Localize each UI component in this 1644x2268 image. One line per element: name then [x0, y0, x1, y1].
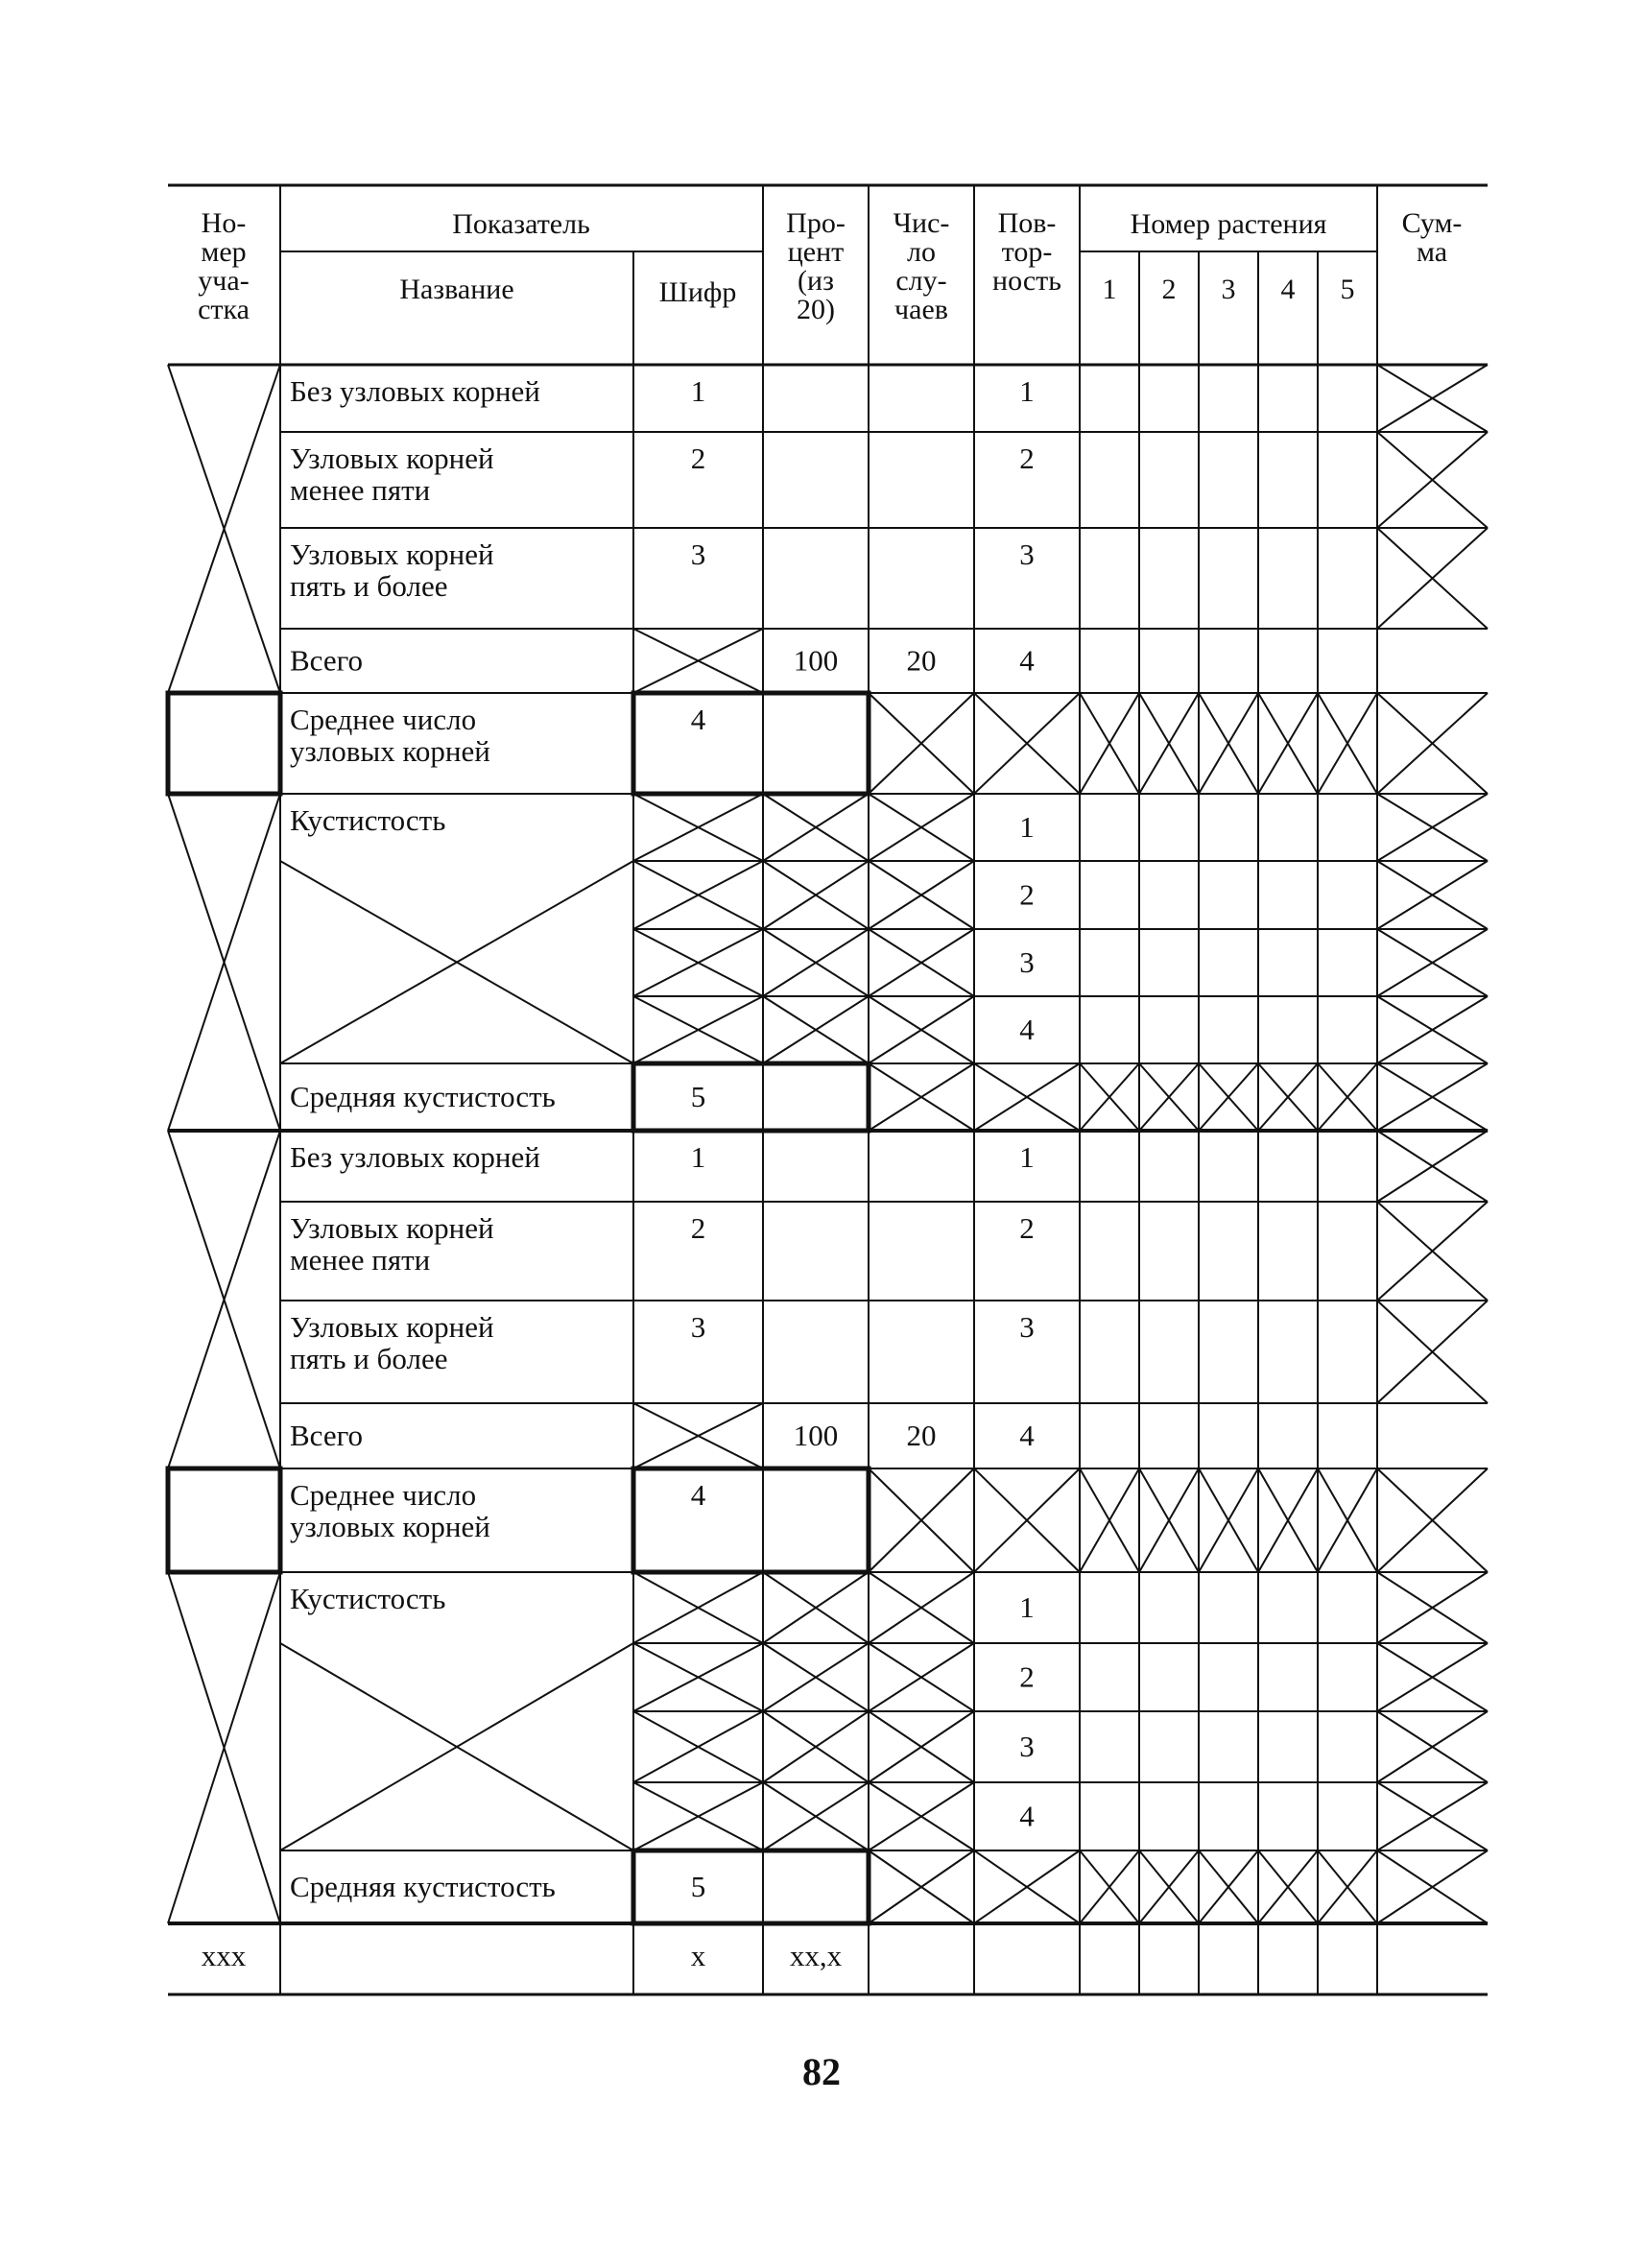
repeat-value: 4 — [1019, 643, 1035, 678]
repeat-value: 1 — [1019, 1590, 1035, 1624]
mean-roots-box — [633, 1468, 869, 1572]
cross-line — [1377, 1608, 1433, 1643]
cross-line — [1433, 432, 1489, 480]
cross-line — [168, 794, 225, 963]
indicator-name: Среднее число — [290, 1478, 477, 1512]
header-plot-number: уча- — [198, 265, 250, 297]
plot-number-box — [168, 693, 280, 794]
header-cases: чаев — [894, 294, 948, 325]
cross-line — [168, 365, 225, 529]
cross-line — [1433, 1711, 1489, 1747]
indicator-name: Узловых корней — [290, 1310, 494, 1344]
cross-line — [1433, 1747, 1489, 1782]
header-sum: ма — [1416, 236, 1448, 268]
cross-line — [1377, 794, 1433, 827]
indicator-name: Узловых корней — [290, 442, 494, 475]
indicator-code: 2 — [690, 1211, 706, 1245]
mean-roots-box — [633, 693, 869, 794]
header-plant-3: 3 — [1221, 274, 1236, 305]
cross-line — [1377, 1643, 1433, 1678]
mean-tillering-box — [633, 1850, 869, 1923]
percent-value: 100 — [793, 643, 839, 678]
cross-line — [168, 963, 225, 1132]
repeat-value: 1 — [1019, 374, 1035, 408]
cross-line — [168, 1131, 225, 1300]
indicator-name: Среднее число — [290, 703, 477, 736]
plot-number-box — [168, 1468, 280, 1572]
cross-line — [1433, 1608, 1489, 1643]
cross-line — [1433, 895, 1489, 930]
cross-line — [1377, 1301, 1433, 1352]
page-number: 82 — [802, 2050, 841, 2093]
cases-value: 20 — [906, 1419, 937, 1452]
header-percent: 20) — [797, 294, 835, 325]
cross-line — [1377, 1817, 1433, 1851]
indicator-code: 5 — [690, 1080, 706, 1113]
cross-line — [1433, 579, 1489, 630]
header-plant-2: 2 — [1161, 274, 1177, 305]
cross-line — [225, 963, 281, 1132]
cross-line — [1433, 1678, 1489, 1712]
indicator-name: пять и более — [290, 569, 448, 603]
header-plant-1: 1 — [1102, 274, 1117, 305]
indicator-name: Средняя кустистость — [290, 1080, 556, 1113]
table-text — [198, 207, 1462, 2093]
cross-line — [1433, 528, 1489, 579]
cross-line — [1433, 1301, 1489, 1352]
cross-line — [1377, 1252, 1433, 1301]
cross-line — [1377, 963, 1433, 996]
header-repeat: ность — [992, 265, 1061, 297]
repeat-value: 2 — [1019, 1659, 1035, 1694]
repeat-value: 3 — [1019, 537, 1035, 571]
cross-line — [1433, 1131, 1489, 1166]
indicator-name: Кустистость — [290, 803, 446, 837]
cases-value: 20 — [906, 643, 937, 678]
repeat-value: 3 — [1019, 1310, 1035, 1344]
cross-line — [1377, 432, 1433, 480]
indicator-name: Всего — [290, 643, 364, 678]
cross-line — [225, 1572, 281, 1748]
header-sum: Сум- — [1401, 207, 1463, 239]
cross-line — [1377, 861, 1433, 895]
cross-line — [1433, 365, 1489, 398]
indicator-code: 5 — [690, 1870, 706, 1903]
footer-code: х — [690, 1939, 706, 1972]
cross-line — [1377, 895, 1433, 930]
header-code: Шифр — [658, 276, 737, 308]
indicator-code: 1 — [690, 1140, 706, 1174]
header-indicator: Показатель — [452, 208, 590, 240]
indicator-name: пять и более — [290, 1342, 448, 1375]
cross-line — [168, 529, 225, 693]
indicator-code: 1 — [690, 374, 706, 408]
cross-line — [1377, 996, 1433, 1030]
footer-plot: ххх — [201, 1939, 247, 1972]
indicator-name: Без узловых корней — [290, 374, 540, 408]
cross-line — [168, 1300, 225, 1468]
header-plot-number: Но- — [201, 207, 247, 239]
cross-line — [1433, 963, 1489, 996]
indicator-name: Без узловых корней — [290, 1140, 540, 1174]
cross-line — [168, 1748, 225, 1923]
header-percent: (из — [798, 265, 834, 297]
repeat-value: 3 — [1019, 1730, 1035, 1763]
cross-line — [1377, 1711, 1433, 1747]
cross-line — [225, 1748, 281, 1923]
header-cases: слу- — [895, 265, 947, 297]
cross-line — [1433, 1252, 1489, 1301]
cross-line — [1433, 1166, 1489, 1202]
indicator-name: Кустистость — [290, 1582, 446, 1615]
cross-line — [1377, 1747, 1433, 1782]
cross-line — [1377, 1202, 1433, 1252]
header-percent: цент — [787, 236, 845, 268]
indicator-name: менее пяти — [290, 1243, 431, 1277]
cross-line — [225, 1131, 281, 1300]
header-cases: ло — [907, 236, 936, 268]
cross-line — [1377, 579, 1433, 630]
cross-line — [168, 1572, 225, 1748]
header-repeat: Пов- — [997, 207, 1057, 239]
indicator-name: Узловых корней — [290, 537, 494, 571]
cross-line — [1433, 996, 1489, 1030]
cross-line — [1433, 1572, 1489, 1608]
repeat-value: 2 — [1019, 442, 1035, 475]
repeat-value: 3 — [1019, 945, 1035, 979]
cross-line — [1433, 794, 1489, 827]
indicator-code: 2 — [690, 442, 706, 475]
cross-line — [1433, 1352, 1489, 1404]
cross-line — [1433, 480, 1489, 528]
cross-line — [1377, 1030, 1433, 1063]
cross-line — [1377, 1782, 1433, 1817]
cross-line — [1433, 827, 1489, 861]
cross-line — [1433, 398, 1489, 432]
cross-line — [1433, 1817, 1489, 1851]
indicator-name: Узловых корней — [290, 1211, 494, 1245]
cross-line — [1433, 861, 1489, 895]
cross-line — [1377, 1572, 1433, 1608]
cross-line — [1433, 1643, 1489, 1678]
cross-line — [1433, 929, 1489, 963]
repeat-value: 2 — [1019, 877, 1035, 912]
repeat-value: 2 — [1019, 1211, 1035, 1245]
repeat-value: 4 — [1019, 1013, 1035, 1046]
indicator-code: 4 — [690, 703, 706, 736]
cross-line — [225, 794, 281, 963]
indicator-code: 3 — [690, 1310, 706, 1344]
header-percent: Про- — [786, 207, 846, 239]
cross-line — [225, 365, 281, 529]
header-plant-5: 5 — [1340, 274, 1355, 305]
cross-line — [1377, 398, 1433, 432]
footer-percent: хх,х — [789, 1939, 843, 1972]
indicator-name: узловых корней — [290, 734, 490, 768]
cross-line — [1377, 929, 1433, 963]
repeat-value: 1 — [1019, 810, 1035, 844]
indicator-code: 3 — [690, 537, 706, 571]
indicator-code: 4 — [690, 1478, 706, 1512]
cross-line — [1377, 365, 1433, 398]
repeat-value: 1 — [1019, 1140, 1035, 1174]
indicator-name: узловых корней — [290, 1510, 490, 1543]
cross-line — [1377, 480, 1433, 528]
repeat-value: 4 — [1019, 1419, 1035, 1452]
cross-line — [1377, 827, 1433, 861]
header-plant-number: Номер растения — [1130, 208, 1327, 240]
cross-line — [225, 1300, 281, 1468]
repeat-value: 4 — [1019, 1799, 1035, 1833]
cross-line — [1433, 1202, 1489, 1252]
header-plot-number: стка — [198, 294, 250, 325]
header-cases: Чис- — [893, 207, 950, 239]
indicator-name: Средняя кустистость — [290, 1870, 556, 1903]
cross-line — [1377, 1678, 1433, 1712]
cross-line — [1433, 1030, 1489, 1063]
cross-line — [1377, 1131, 1433, 1166]
cross-line — [1377, 1166, 1433, 1202]
indicator-name: менее пяти — [290, 473, 431, 507]
mean-tillering-box — [633, 1063, 869, 1131]
cross-line — [225, 529, 281, 693]
indicator-name: Всего — [290, 1419, 364, 1452]
header-repeat: тор- — [1001, 236, 1053, 268]
cross-line — [1377, 1352, 1433, 1404]
header-plant-4: 4 — [1280, 274, 1296, 305]
header-name: Название — [399, 274, 514, 305]
cross-line — [1433, 1782, 1489, 1817]
percent-value: 100 — [793, 1419, 839, 1452]
cross-line — [1377, 528, 1433, 579]
header-plot-number: мер — [201, 236, 247, 268]
